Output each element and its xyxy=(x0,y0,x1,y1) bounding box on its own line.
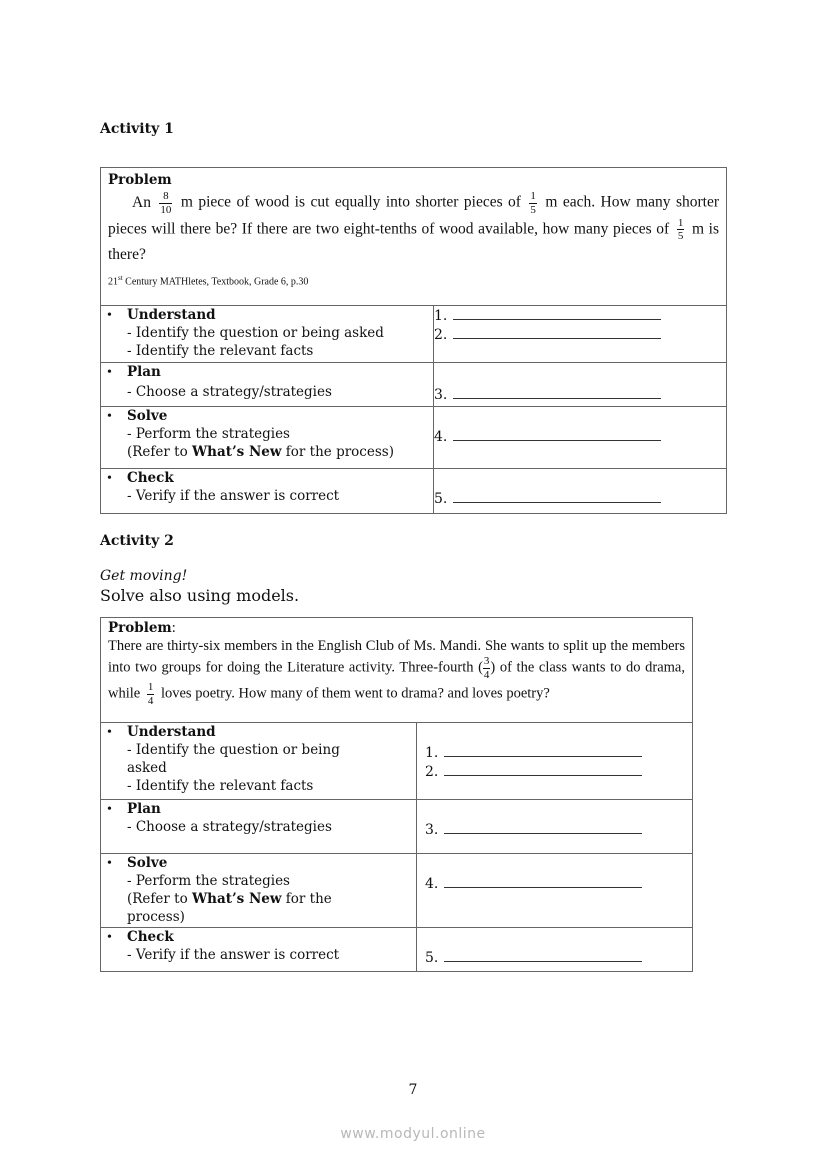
problem-text: An $\frac{8}{10}$ m piece of wood is cut equally into shorter pieces of $\frac{1}{5}$ m each. How many shorter pieces will there be? If there are two eight-tenths of wood available, how many pieces of $\frac{1}{5}$ m is there? xyxy=(108,190,720,263)
answer-cell-plan-2: 3. xyxy=(417,800,693,854)
answer-blank-2[interactable] xyxy=(444,762,642,776)
answer-blank-1[interactable] xyxy=(453,306,661,320)
bullet-icon: • xyxy=(107,856,112,871)
step-solve: • Solve - Perform the strategies (Refer to What’s New for the process) xyxy=(101,407,434,469)
get-moving-text: Get moving! xyxy=(100,568,188,584)
answer-cell-understand: 1. 2. xyxy=(434,306,727,363)
problem-cell xyxy=(101,168,727,306)
bullet-icon: • xyxy=(107,365,112,380)
source-citation: 21st Century MATHletes, Textbook, Grade 6, p.30 xyxy=(108,274,309,288)
problem-cell-2: Problem: There are thirty-six members in the English Club of Ms. Mandi. She wants to split up the members into two groups for doing the Literature activity. Three-fourth ( $\frac{3}{4}$ ) of the class wants to do drama, while $\frac{1}{4}$ loves poetry. How many of them went to drama? and loves poetry? xyxy=(101,618,693,723)
answer-blank-2[interactable] xyxy=(453,325,661,339)
step-understand-2: • Understand - Identify the question or being asked - Identify the relevant facts xyxy=(101,723,417,800)
step-solve-2: • Solve - Perform the strategies (Refer to What’s New for the process) xyxy=(101,854,417,928)
problem-title: Problem xyxy=(108,172,172,188)
bullet-icon: • xyxy=(107,930,112,945)
answer-blank-1[interactable] xyxy=(444,743,642,757)
answer-cell-check-2: 5. xyxy=(417,928,693,972)
answer-cell-check: 5. xyxy=(434,469,727,514)
answer-blank-4[interactable] xyxy=(453,427,661,441)
bullet-icon: • xyxy=(107,409,112,424)
activity-1-table xyxy=(100,167,727,514)
step-understand: • Understand - Identify the question or being asked - Identify the relevant facts xyxy=(101,306,434,363)
watermark: www.modyul.online xyxy=(340,1126,486,1142)
bullet-icon: • xyxy=(107,471,112,486)
step-plan-2: • Plan - Choose a strategy/strategies xyxy=(101,800,417,854)
activity-2-heading: Activity 2 xyxy=(100,533,174,549)
answer-cell-solve-2: 4. xyxy=(417,854,693,928)
problem-text-2: There are thirty-six members in the English Club of Ms. Mandi. She wants to split up the members into two groups for doing the Literature activity. Three-fourth ( $\frac{3}{4}$ ) of the class wants to do drama, while $\frac{1}{4}$ loves poetry. How many of them went to drama? and loves poetry? xyxy=(108,638,685,707)
step-plan: • Plan - Choose a strategy/strategies xyxy=(101,363,434,407)
bullet-icon: • xyxy=(107,725,112,740)
answer-blank-3[interactable] xyxy=(444,820,642,834)
page-number: 7 xyxy=(408,1082,418,1098)
step-check-2: • Check - Verify if the answer is correct xyxy=(101,928,417,972)
bullet-icon: • xyxy=(107,802,112,817)
fraction-1-4: $\frac{1}{4}$ xyxy=(147,681,154,707)
activity-2-table xyxy=(100,617,693,972)
answer-cell-solve: 4. xyxy=(434,407,727,469)
bullet-icon: • xyxy=(107,308,112,323)
fraction-1-5: $\frac{1}{5}$ xyxy=(530,190,536,216)
answer-blank-3[interactable] xyxy=(453,385,661,399)
fraction-1-5-b: $\frac{1}{5}$ xyxy=(677,216,684,243)
answer-blank-4[interactable] xyxy=(444,874,642,888)
fraction-8-10: $\frac{8}{10}$ xyxy=(160,190,172,216)
fraction-3-4: $\frac{3}{4}$ xyxy=(483,655,490,681)
answer-cell-understand-2: 1. 2. xyxy=(417,723,693,800)
activity-1-heading: Activity 1 xyxy=(100,121,174,137)
step-check: • Check - Verify if the answer is correct xyxy=(101,469,434,514)
intro-text: Solve also using models. xyxy=(100,586,300,605)
answer-blank-5[interactable] xyxy=(444,948,642,962)
answer-cell-plan: 3. xyxy=(434,363,727,407)
answer-blank-5[interactable] xyxy=(453,489,661,503)
